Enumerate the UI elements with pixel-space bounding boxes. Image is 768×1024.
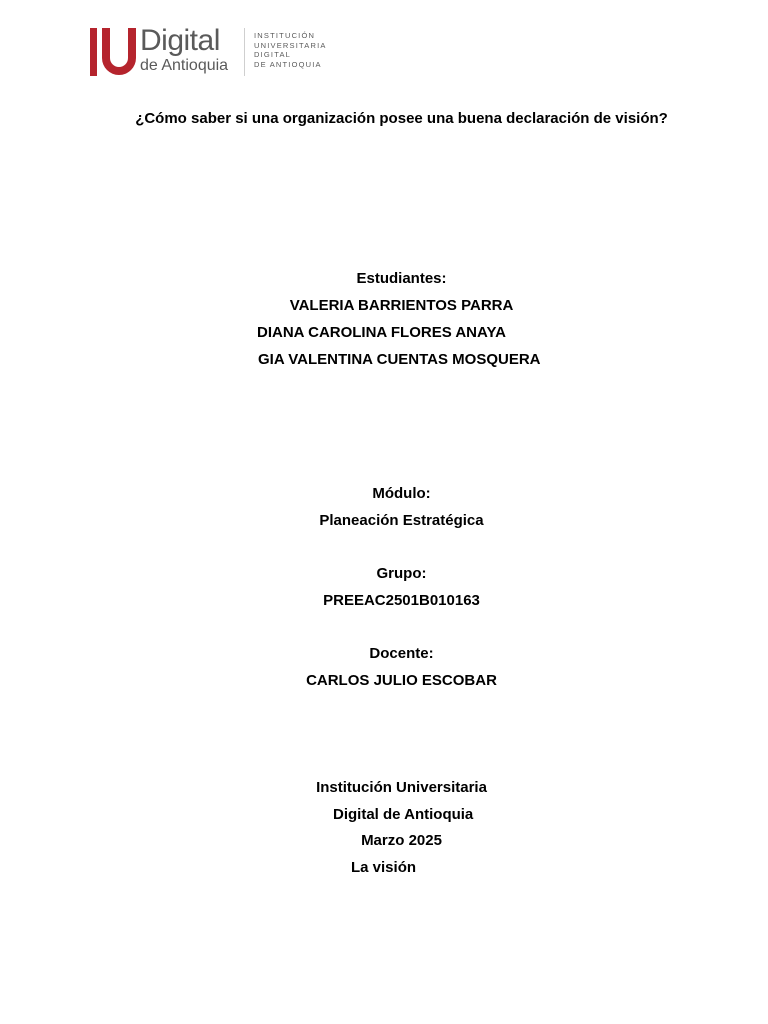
document-date: Marzo 2025 — [361, 832, 442, 849]
institution-logo — [88, 24, 338, 80]
students-label: Estudiantes: — [356, 270, 447, 287]
institution-line-2: Digital de Antioquia — [333, 806, 474, 823]
teacher-value: CARLOS JULIO ESCOBAR — [306, 672, 497, 689]
logo-institution-line: DIGITAL — [254, 50, 292, 59]
logo-institution-line: INSTITUCIÓN — [254, 31, 316, 40]
document-title: ¿Cómo saber si una organización posee una buena declaración de visión? — [135, 110, 668, 127]
module-label: Módulo: — [372, 485, 431, 502]
logo-institution-line: UNIVERSITARIA — [254, 40, 327, 50]
logo-divider — [244, 28, 245, 76]
group-label: Grupo: — [376, 565, 427, 582]
teacher-label: Docente: — [369, 645, 434, 662]
logo-brand-name: Digital — [140, 24, 220, 57]
logo-institution-text — [254, 31, 327, 69]
student-name: GIA VALENTINA CUENTAS MOSQUERA — [258, 351, 541, 368]
section-heading: La visión — [351, 859, 417, 876]
student-name: VALERIA BARRIENTOS PARRA — [289, 297, 514, 314]
module-value: Planeación Estratégica — [319, 512, 484, 529]
group-value: PREEAC2501B010163 — [323, 592, 480, 609]
logo-institution-line: DE ANTIOQUIA — [254, 59, 322, 69]
logo-brand-sub: de Antioquia — [140, 57, 229, 74]
student-name: DIANA CAROLINA FLORES ANAYA — [257, 324, 506, 341]
iu-logo-icon — [88, 26, 138, 78]
institution-line-1: Institución Universitaria — [316, 779, 487, 796]
